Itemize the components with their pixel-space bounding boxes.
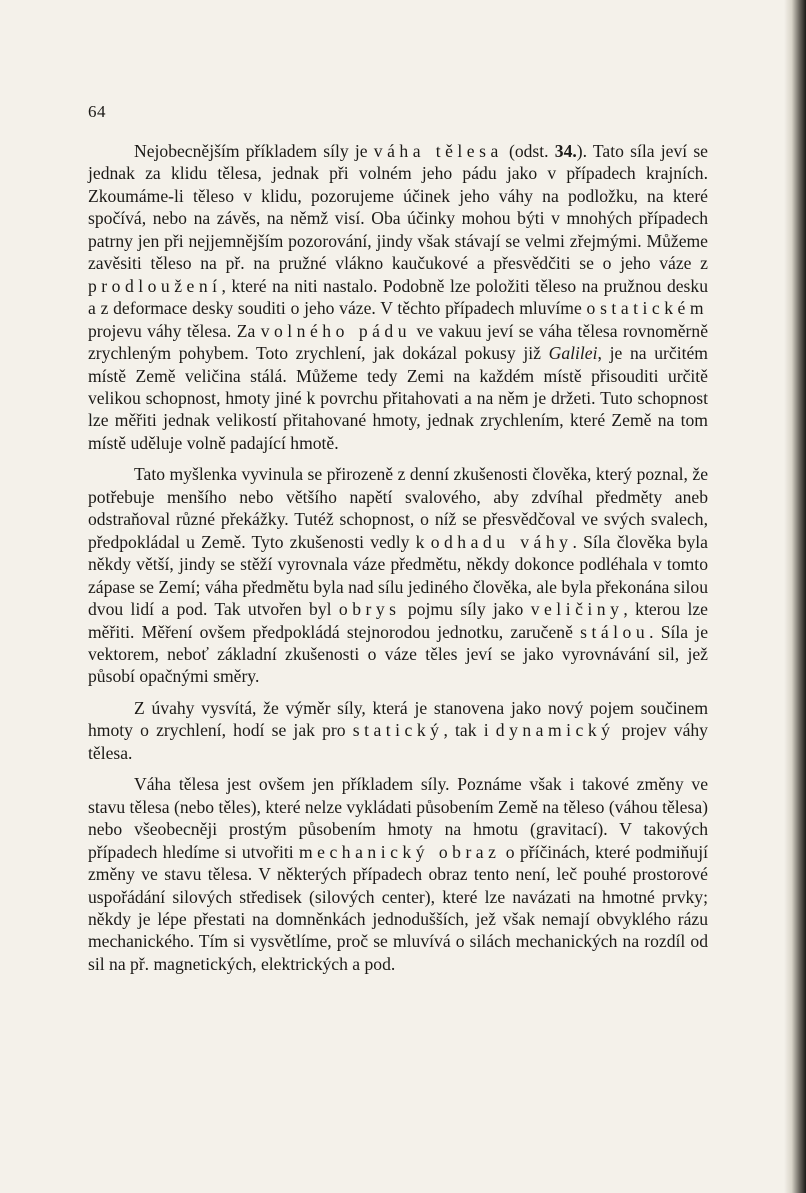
text-run: pojmu síly jako [400, 599, 531, 620]
text-run: Tato myšlenka vyvinula se přirozeně z denní zkušenosti člověka, který poznal, že potřebuje menšího nebo většího napětí svalového, aby zdvíhal předměty aneb odstraňoval různé překážky. Tutéž schopnost, o níž se přesvědčoval ve svých svalech, předpokládal u Země. Tyto zkušenosti vedly k [88, 464, 708, 552]
emphasis-spaced: statickém [600, 298, 708, 319]
book-spine-shadow [784, 0, 806, 1193]
emphasis-spaced: volného pádu [260, 320, 412, 341]
emphasis-spaced: mechanický obraz [299, 841, 501, 862]
body-text [88, 140, 708, 975]
emphasis-spaced: statický [352, 720, 444, 741]
emphasis-spaced: obrys [338, 599, 401, 620]
text-run: projev váhy tělesa. [88, 720, 708, 763]
text-run: projevu váhy tělesa. Za [88, 320, 261, 341]
text-run: . Síla člověka byla někdy větší, jindy se stěží vyrovnala váze předmětu, někdy dokonce podléhala v tomto zápase se Zemí; váha předmětu byla nad sílu jediného člověka, ale byla překonána silou dvou lidí a pod. Tak utvořen byl [88, 531, 708, 620]
text-run: Nejobecnějším příkladem síly je [134, 141, 374, 161]
text-run: ve vakuu jeví se váha tělesa rovnoměrně zrychleným pohybem. Toto zrychlení, jak dokázal pokusy již [88, 320, 709, 364]
text-run: ). Tato síla jeví se jednak za klidu tělesa, jednak při volném jeho pádu jako v případech krajních. Zkoumáme-li těleso v klidu, pozorujeme účinek jeho váhy na podložku, na které spočívá, nebo na závěs, na němž visí. Oba účinky mohou býti v mnohých případech patrny jen při nejjemnějším pozorování, jindy však stávají se velmi zřejmými. Můžeme zavěsiti těleso na př. na pružné vlákno kaučukové a přesvědčiti se o jeho váze z [88, 141, 708, 274]
text-run: (odst. [502, 141, 555, 161]
paragraph-weight-of-body [88, 140, 708, 454]
emphasis-spaced: prodloužení [88, 275, 222, 296]
name-italic: Galilei [548, 343, 598, 364]
text-run: , tak i [443, 720, 496, 741]
paragraph-mechanical-image [88, 773, 708, 975]
text-run: , které na niti nastalo. Podobně lze položiti těleso na pružnou desku a z deformace desky souditi o jeho váze. V těchto případech mluvíme o [88, 275, 708, 319]
page-number: 64 [88, 102, 106, 121]
emphasis-spaced: váha tělesa [373, 141, 503, 161]
text-run: o příčinách, které podmiňují změny ve stavu tělesa. V některých případech obraz tento není, leč pouhé prostorové uspořádání silových středisek (silových center), které lze navázati na hmotné prvky; někdy je lépe přestati na domněnkách jednodušších, jež však nemají obvyklého rázu mechanického. Tím si vysvětlíme, proč se mluvívá o silách mechanických na rozdíl od sil na př. magnetických, elektrických a pod. [88, 841, 709, 974]
text-run: , kterou lze měřiti. Měření ovšem předpokládá stejnorodou jednotku, zaručeně [88, 599, 708, 642]
emphasis-spaced: veličiny [530, 599, 624, 620]
section-reference: 34. [554, 141, 577, 161]
emphasis-spaced: odhadu váhy [430, 531, 573, 552]
text-run: Váha tělesa jest ovšem jen příkladem síly. Poznáme však i takové změny ve stavu tělesa (nebo těles), které nelze vykládati působením Země na těleso (váhou tělesa) nebo všeobecněji prostým působením hmoty na hmotu (gravitací). V takových případech hledíme si utvořiti [88, 774, 708, 862]
text-run: , je na určitém místě Země veličina stálá. Můžeme tedy Zemi na každém místě přisouditi určitě velikou schopnost, hmoty jiné k povrchu přitahovati a na něm je držeti. Tuto schopnost lze měřiti jednak velikostí přitahované hmoty, jednak zrychlením, které Země na tom místě uděluje volně padající hmotě. [88, 343, 708, 453]
emphasis-spaced: dynamický [495, 720, 615, 741]
emphasis-spaced: stálou [580, 621, 650, 642]
text-run: . Síla je vektorem, neboť základní zkušenosti o váze těles jeví se jako vyrovnávání sil, jež působí opačnými směry. [88, 621, 709, 687]
text-run: Z úvahy vysvítá, že výměr síly, která je stanovena jako nový pojem součinem hmoty o zrychlení, hodí se jak pro [88, 697, 708, 741]
paragraph-human-experience [88, 463, 708, 688]
paragraph-definition [88, 697, 708, 764]
